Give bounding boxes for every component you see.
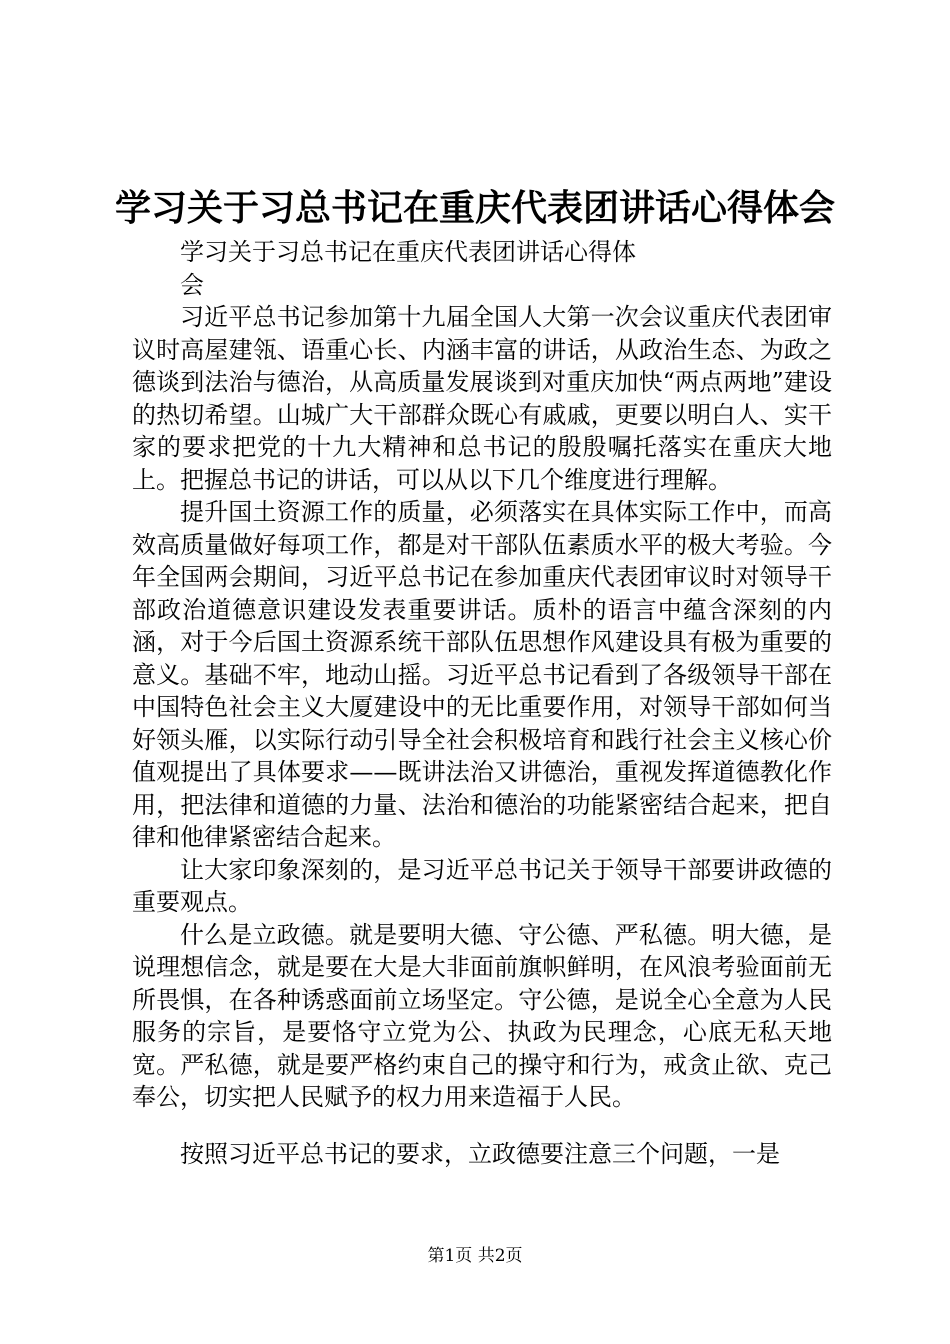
document-subtitle: 学习关于习总书记在重庆代表团讲话心得体会 [180,238,636,299]
paragraph: 习近平总书记参加第十九届全国人大第一次会议重庆代表团审议时高屋建瓴、语重心长、内涵丰富的讲话，从政治生态、为政之德谈到法治与德治，从高质量发展谈到对重庆加快“两点两地”建设的热切希望。山城广大干部群众既心有戚戚，更要以明白人、实干家的要求把党的十九大精神和总书记的殷殷嘱托落实在重庆大地上。把握总书记的讲话，可以从以下几个维度进行理解。 [132,303,832,494]
document-body [132,236,832,1170]
paragraph: 让大家印象深刻的，是习近平总书记关于领导干部要讲政德的重要观点。 [132,855,832,916]
page-number-footer: 第1页 共2页 [427,1246,523,1266]
paragraph: 什么是立政德。就是要明大德、守公德、严私德。明大德，是说理想信念，就是要在大是大非面前旗帜鲜明，在风浪考验面前无所畏惧，在各种诱惑面前立场坚定。守公德，是说全心全意为人民服务的宗旨，是要恪守立党为公、执政为民理念，心底无私天地宽。严私德，就是要严格约束自己的操守和行为，戒贪止欲、克己奉公，切实把人民赋予的权力用来造福于人民。 [132,920,832,1111]
paragraph: 提升国土资源工作的质量，必须落实在具体实际工作中，而高效高质量做好每项工作，都是对干部队伍素质水平的极大考验。今年全国两会期间，习近平总书记在参加重庆代表团审议时对领导干部政治道德意识建设发表重要讲话。质朴的语言中蕴含深刻的内涵，对于今后国土资源系统干部队伍思想作风建设具有极为重要的意义。基础不牢，地动山摇。习近平总书记看到了各级领导干部在中国特色社会主义大厦建设中的无比重要作用，对领导干部如何当好领头雁，以实际行动引导全社会积极培育和践行社会主义核心价值观提出了具体要求——既讲法治又讲德治，重视发挥道德教化作用，把法律和道德的力量、法治和德治的功能紧密结合起来，把自律和他律紧密结合起来。 [132,498,832,851]
document-title: 学习关于习总书记在重庆代表团讲话心得体会 [114,188,835,229]
paragraph: 按照习近平总书记的要求，立政德要注意三个问题，一是 [180,1139,780,1168]
